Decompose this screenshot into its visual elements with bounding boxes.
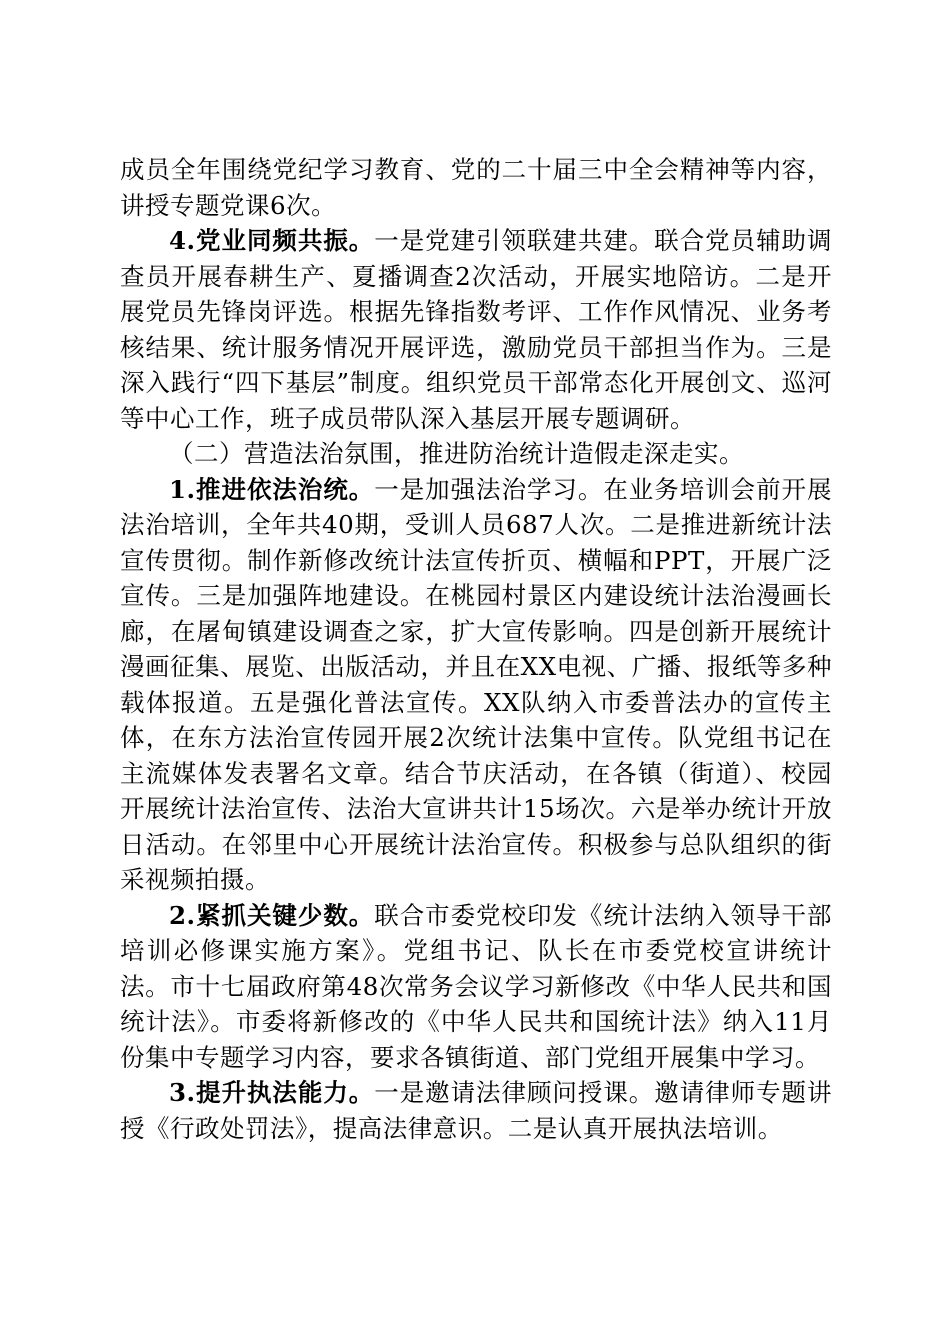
section-heading-text: （二）营造法治氛围，推进防治统计造假走深走实。	[169, 439, 744, 468]
paragraph-text: 一是加强法治学习。在业务培训会前开展法治培训，全年共40期，受训人员687人次。二是推进新统计法宣传贯彻。制作新修改统计法宣传折页、横幅和PPT，开展广泛宣传。三是加强阵地建设。在桃园村景区内建设统计法治漫画长廊，在屠甸镇建设调查之家，扩大宣传影响。四是创新开展统计漫画征集、展览、出版活动，并且在XX电视、广播、报纸等多种载体报道。五是强化普法宣传。XX队纳入市委普法办的宣传主体，在东方法治宣传园开展2次统计法集中宣传。队党组书记在主流媒体发表署名文章。结合节庆活动，在各镇（街道）、校园开展统计法治宣传、法治大宣讲共计15场次。六是举办统计开放日活动。在邻里中心开展统计法治宣传。积极参与总队组织的街采视频拍摄。	[120, 474, 832, 894]
paragraph-law-based-statistics	[120, 472, 832, 898]
paragraph-heading: 1.推进依法治统。	[169, 474, 375, 504]
paragraph-heading: 3.提升执法能力。	[169, 1078, 375, 1107]
paragraph-party-business	[120, 223, 832, 436]
paragraph-text: 一是邀请法律顾问授课。邀请律师专题讲授《行政处罚法》，提高法律意识。二是认真开展执法培训。	[120, 1078, 832, 1143]
paragraph-text: 成员全年围绕党纪学习教育、党的二十届三中全会精神等内容，讲授专题党课6次。	[120, 155, 832, 220]
paragraph-text: 一是党建引领联建共建。联合党员辅助调查员开展春耕生产、夏播调查2次活动，开展实地陪访。二是开展党员先锋岗评选。根据先锋指数考评、工作作风情况、业务考核结果、统计服务情况开展评选，激励党员干部担当作为。三是深入践行“四下基层”制度。组织党员干部常态化开展创文、巡河等中心工作，班子成员带队深入基层开展专题调研。	[120, 226, 832, 433]
paragraph-key-minority	[120, 898, 832, 1076]
section-heading-rule-of-law	[120, 436, 832, 472]
paragraph-continuation	[120, 152, 832, 223]
paragraph-text: 联合市委党校印发《统计法纳入领导干部培训必修课实施方案》。党组书记、队长在市委党校宣讲统计法。市十七届政府第48次常务会议学习新修改《中华人民共和国统计法》。市委将新修改的《中华人民共和国统计法》纳入11月份集中专题学习内容，要求各镇街道、部门党组开展集中学习。	[120, 900, 832, 1072]
paragraph-heading: 2.紧抓关键少数。	[169, 900, 375, 930]
paragraph-heading: 4.党业同频共振。	[169, 226, 375, 255]
document-page	[120, 152, 832, 1146]
paragraph-enforcement-capacity	[120, 1075, 832, 1146]
